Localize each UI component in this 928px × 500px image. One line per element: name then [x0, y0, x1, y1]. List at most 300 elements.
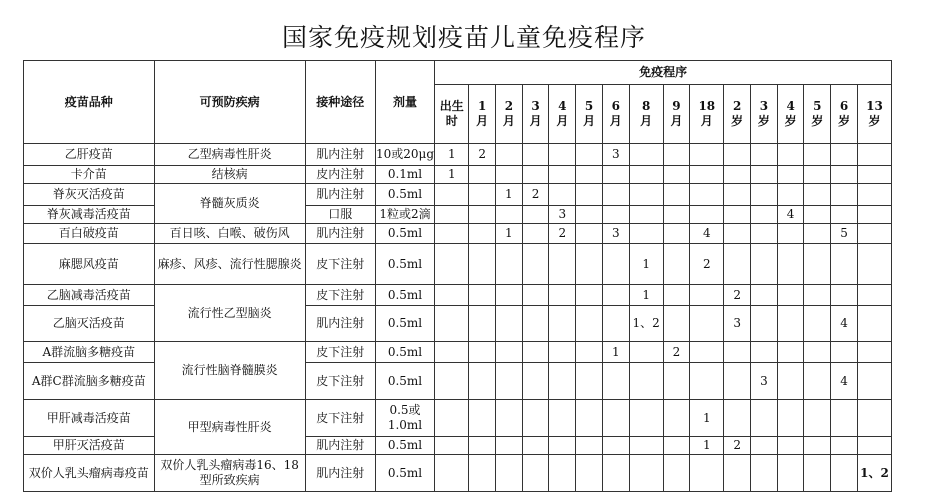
- dose-number-cell: [751, 342, 778, 363]
- dose-number-cell: [602, 166, 629, 184]
- dose-number-cell: [663, 285, 690, 306]
- dose-number-cell: 1: [435, 166, 469, 184]
- dose-number-cell: [751, 224, 778, 244]
- dose-number-cell: [777, 455, 804, 492]
- table-row: [24, 166, 892, 184]
- dose-number-cell: 1、2: [629, 306, 663, 342]
- disease-cell: 甲型病毒性肝炎: [154, 400, 305, 455]
- age-header-part: 5: [813, 99, 822, 113]
- dose-number-cell: [435, 342, 469, 363]
- age-header-part: 月: [529, 114, 542, 128]
- age-header-part: 时: [445, 114, 458, 128]
- dose-number-cell: [831, 184, 858, 206]
- dose-number-cell: [629, 166, 663, 184]
- dose-number-cell: [576, 437, 603, 455]
- vaccine-cell: 卡介苗: [24, 166, 155, 184]
- age-header: [777, 85, 804, 144]
- dose-cell: 0.5ml: [375, 285, 435, 306]
- dose-number-cell: [435, 363, 469, 400]
- table-row: [24, 224, 892, 244]
- dose-number-cell: [831, 144, 858, 166]
- dose-number-cell: [549, 437, 576, 455]
- disease-cell: 流行性脑脊髓膜炎: [154, 342, 305, 400]
- age-header-part: 月: [609, 114, 622, 128]
- age-header: [629, 85, 663, 144]
- table-row: [24, 206, 892, 224]
- table-row: [24, 144, 892, 166]
- vaccine-cell: A群流脑多糖疫苗: [24, 342, 155, 363]
- dose-number-cell: [663, 166, 690, 184]
- age-header-part: 4: [558, 99, 567, 113]
- age-header-part: 岁: [868, 114, 881, 128]
- table-row: [24, 285, 892, 306]
- dose-number-cell: [777, 166, 804, 184]
- age-header: [576, 85, 603, 144]
- dose-cell: 0.5ml: [375, 363, 435, 400]
- route-cell: 口服: [305, 206, 375, 224]
- dose-number-cell: [663, 244, 690, 285]
- dose-number-cell: [602, 285, 629, 306]
- route-cell: 肌内注射: [305, 455, 375, 492]
- dose-number-cell: [751, 400, 778, 437]
- age-header: [469, 85, 496, 144]
- dose-number-cell: [576, 184, 603, 206]
- dose-number-cell: 1: [496, 184, 523, 206]
- dose-number-cell: [576, 400, 603, 437]
- dose-number-cell: [522, 437, 549, 455]
- dose-number-cell: [629, 144, 663, 166]
- dose-number-cell: [496, 455, 523, 492]
- dose-number-cell: [549, 455, 576, 492]
- disease-cell: 结核病: [154, 166, 305, 184]
- dose-number-cell: [549, 244, 576, 285]
- vaccine-cell: 麻腮风疫苗: [24, 244, 155, 285]
- dose-number-cell: [831, 455, 858, 492]
- dose-number-cell: [435, 285, 469, 306]
- age-header: [549, 85, 576, 144]
- dose-number-cell: [663, 184, 690, 206]
- dose-number-cell: [663, 206, 690, 224]
- dose-number-cell: [576, 144, 603, 166]
- dose-number-cell: [576, 363, 603, 400]
- dose-number-cell: [777, 400, 804, 437]
- dose-cell: 0.5ml: [375, 244, 435, 285]
- age-header-part: 月: [476, 114, 489, 128]
- dose-number-cell: [804, 342, 831, 363]
- header-vaccine: 疫苗品种: [24, 61, 155, 144]
- route-cell: 皮下注射: [305, 363, 375, 400]
- age-header: [690, 85, 724, 144]
- dose-number-cell: [522, 363, 549, 400]
- dose-number-cell: 2: [549, 224, 576, 244]
- dose-number-cell: [629, 363, 663, 400]
- dose-number-cell: [663, 455, 690, 492]
- dose-number-cell: 4: [831, 306, 858, 342]
- dose-number-cell: [602, 437, 629, 455]
- dose-number-cell: [549, 144, 576, 166]
- dose-number-cell: [724, 342, 751, 363]
- dose-number-cell: [831, 206, 858, 224]
- dose-number-cell: [663, 363, 690, 400]
- vaccine-cell: 乙脑减毒活疫苗: [24, 285, 155, 306]
- dose-number-cell: [857, 285, 891, 306]
- dose-number-cell: [469, 184, 496, 206]
- dose-number-cell: [522, 400, 549, 437]
- dose-number-cell: 2: [663, 342, 690, 363]
- dose-number-cell: [469, 363, 496, 400]
- vaccine-cell: 甲肝灭活疫苗: [24, 437, 155, 455]
- age-header: [496, 85, 523, 144]
- table-row: [24, 244, 892, 285]
- dose-number-cell: [724, 206, 751, 224]
- dose-number-cell: 2: [724, 285, 751, 306]
- age-header-part: 岁: [838, 114, 851, 128]
- dose-number-cell: 5: [831, 224, 858, 244]
- dose-number-cell: [804, 455, 831, 492]
- dose-number-cell: 3: [602, 144, 629, 166]
- table-row: [24, 363, 892, 400]
- dose-number-cell: [724, 400, 751, 437]
- age-header-part: 5: [584, 99, 594, 113]
- dose-number-cell: [777, 363, 804, 400]
- dose-number-cell: [629, 184, 663, 206]
- dose-number-cell: [777, 342, 804, 363]
- vaccine-cell: 脊灰灭活疫苗: [24, 184, 155, 206]
- dose-cell: 0.1ml: [375, 166, 435, 184]
- dose-number-cell: [549, 166, 576, 184]
- dose-number-cell: [496, 342, 523, 363]
- dose-number-cell: [831, 285, 858, 306]
- age-header-part: 9: [672, 99, 681, 113]
- dose-number-cell: [663, 144, 690, 166]
- dose-number-cell: [602, 400, 629, 437]
- dose-number-cell: [777, 285, 804, 306]
- age-header-part: 月: [502, 114, 515, 128]
- dose-number-cell: [857, 306, 891, 342]
- dose-number-cell: [469, 166, 496, 184]
- dose-cell: 0.5ml: [375, 306, 435, 342]
- dose-number-cell: [469, 400, 496, 437]
- age-header: [522, 85, 549, 144]
- dose-number-cell: [724, 224, 751, 244]
- dose-number-cell: 1: [496, 224, 523, 244]
- age-header-part: 月: [583, 114, 596, 128]
- age-header-part: 18: [698, 99, 716, 113]
- table-row: [24, 400, 892, 437]
- dose-number-cell: [857, 206, 891, 224]
- dose-cell: 0.5ml: [375, 224, 435, 244]
- dose-number-cell: [857, 363, 891, 400]
- dose-number-cell: [804, 285, 831, 306]
- dose-number-cell: [777, 224, 804, 244]
- dose-number-cell: [777, 144, 804, 166]
- dose-number-cell: [777, 306, 804, 342]
- dose-number-cell: [690, 363, 724, 400]
- age-header: [831, 85, 858, 144]
- dose-number-cell: [857, 400, 891, 437]
- dose-number-cell: [435, 244, 469, 285]
- dose-number-cell: [751, 455, 778, 492]
- age-header-part: 8: [641, 99, 651, 113]
- age-header-part: 1: [477, 99, 487, 113]
- dose-number-cell: [724, 184, 751, 206]
- dose-number-cell: [804, 224, 831, 244]
- dose-cell: 0.5ml: [375, 184, 435, 206]
- dose-number-cell: 3: [549, 206, 576, 224]
- age-header-part: 3: [759, 99, 769, 113]
- dose-number-cell: [831, 166, 858, 184]
- dose-number-cell: [724, 363, 751, 400]
- vaccine-cell: 脊灰减毒活疫苗: [24, 206, 155, 224]
- dose-number-cell: [751, 206, 778, 224]
- dose-number-cell: [522, 285, 549, 306]
- dose-number-cell: [522, 306, 549, 342]
- disease-cell: 乙型病毒性肝炎: [154, 144, 305, 166]
- dose-number-cell: [549, 400, 576, 437]
- dose-number-cell: 1: [602, 342, 629, 363]
- dose-number-cell: [602, 244, 629, 285]
- dose-number-cell: [469, 224, 496, 244]
- dose-cell: 1粒或2滴: [375, 206, 435, 224]
- dose-number-cell: [690, 206, 724, 224]
- dose-number-cell: 2: [469, 144, 496, 166]
- disease-cell: 脊髓灰质炎: [154, 184, 305, 224]
- dose-number-cell: 1: [690, 400, 724, 437]
- dose-number-cell: 2: [522, 184, 549, 206]
- dose-cell: 0.5ml: [375, 342, 435, 363]
- vaccine-cell: 双价人乳头瘤病毒疫苗: [24, 455, 155, 492]
- dose-number-cell: 1: [629, 285, 663, 306]
- age-header-part: 岁: [784, 114, 797, 128]
- dose-number-cell: [576, 166, 603, 184]
- route-cell: 肌内注射: [305, 437, 375, 455]
- dose-number-cell: [435, 437, 469, 455]
- dose-number-cell: [831, 342, 858, 363]
- dose-number-cell: [576, 206, 603, 224]
- dose-number-cell: [522, 244, 549, 285]
- age-header-part: 岁: [731, 114, 744, 128]
- dose-number-cell: [435, 455, 469, 492]
- dose-number-cell: [804, 166, 831, 184]
- header-schedule: 免疫程序: [435, 61, 892, 85]
- dose-number-cell: 2: [724, 437, 751, 455]
- age-header-part: 月: [556, 114, 569, 128]
- age-header: [602, 85, 629, 144]
- age-header-part: 月: [700, 114, 713, 128]
- dose-number-cell: 4: [777, 206, 804, 224]
- age-header-part: 出生: [439, 99, 464, 113]
- route-cell: 皮下注射: [305, 400, 375, 437]
- route-cell: 皮内注射: [305, 166, 375, 184]
- dose-number-cell: [857, 224, 891, 244]
- dose-number-cell: [435, 206, 469, 224]
- route-cell: 肌内注射: [305, 306, 375, 342]
- dose-number-cell: [469, 437, 496, 455]
- dose-number-cell: [576, 285, 603, 306]
- age-header-part: 岁: [811, 114, 824, 128]
- dose-number-cell: [724, 244, 751, 285]
- dose-number-cell: 3: [602, 224, 629, 244]
- dose-number-cell: [857, 342, 891, 363]
- dose-number-cell: [751, 306, 778, 342]
- dose-number-cell: [629, 400, 663, 437]
- dose-number-cell: [804, 400, 831, 437]
- disease-cell: 百日咳、白喉、破伤风: [154, 224, 305, 244]
- dose-number-cell: [751, 285, 778, 306]
- dose-number-cell: [831, 437, 858, 455]
- dose-number-cell: [777, 184, 804, 206]
- dose-number-cell: [857, 437, 891, 455]
- dose-number-cell: [663, 306, 690, 342]
- table-row: [24, 342, 892, 363]
- table-row: [24, 437, 892, 455]
- dose-number-cell: [435, 224, 469, 244]
- dose-number-cell: [469, 455, 496, 492]
- dose-number-cell: [663, 224, 690, 244]
- age-header-part: 6: [839, 99, 849, 113]
- dose-number-cell: [804, 244, 831, 285]
- dose-number-cell: [522, 206, 549, 224]
- dose-number-cell: 4: [831, 363, 858, 400]
- age-header-part: 月: [670, 114, 683, 128]
- dose-number-cell: [804, 184, 831, 206]
- dose-number-cell: [602, 184, 629, 206]
- disease-cell: 流行性乙型脑炎: [154, 285, 305, 342]
- dose-number-cell: [857, 166, 891, 184]
- dose-number-cell: 1: [690, 437, 724, 455]
- dose-number-cell: [549, 285, 576, 306]
- dose-number-cell: [602, 455, 629, 492]
- dose-number-cell: [435, 306, 469, 342]
- dose-number-cell: [576, 224, 603, 244]
- header-dose: 剂量: [375, 61, 435, 144]
- dose-number-cell: [751, 166, 778, 184]
- route-cell: 肌内注射: [305, 224, 375, 244]
- age-header: [751, 85, 778, 144]
- header-route: 接种途径: [305, 61, 375, 144]
- dose-number-cell: [724, 455, 751, 492]
- dose-number-cell: [496, 400, 523, 437]
- dose-number-cell: [663, 400, 690, 437]
- dose-number-cell: [857, 184, 891, 206]
- table-row: [24, 455, 892, 492]
- dose-number-cell: [751, 244, 778, 285]
- dose-cell: 0.5或1.0ml: [375, 400, 435, 437]
- dose-number-cell: [522, 166, 549, 184]
- route-cell: 皮下注射: [305, 244, 375, 285]
- dose-number-cell: [831, 400, 858, 437]
- route-cell: 皮下注射: [305, 342, 375, 363]
- age-header-part: 2: [732, 99, 742, 113]
- dose-number-cell: [690, 342, 724, 363]
- dose-number-cell: [857, 144, 891, 166]
- vaccine-cell: A群C群流脑多糖疫苗: [24, 363, 155, 400]
- dose-number-cell: [804, 144, 831, 166]
- schedule-body: [24, 144, 892, 492]
- dose-number-cell: [690, 285, 724, 306]
- dose-cell: 0.5ml: [375, 455, 435, 492]
- age-header: [724, 85, 751, 144]
- dose-number-cell: 1、2: [857, 455, 891, 492]
- dose-number-cell: [496, 437, 523, 455]
- dose-number-cell: [576, 306, 603, 342]
- dose-number-cell: [602, 363, 629, 400]
- dose-number-cell: [549, 184, 576, 206]
- dose-number-cell: [690, 455, 724, 492]
- dose-number-cell: [629, 342, 663, 363]
- dose-number-cell: [469, 342, 496, 363]
- dose-number-cell: [549, 342, 576, 363]
- age-header: [663, 85, 690, 144]
- vaccine-cell: 甲肝减毒活疫苗: [24, 400, 155, 437]
- age-header-part: 岁: [757, 114, 770, 128]
- dose-number-cell: [435, 184, 469, 206]
- dose-number-cell: [496, 306, 523, 342]
- dose-number-cell: 1: [435, 144, 469, 166]
- age-header-part: 3: [531, 99, 540, 113]
- dose-number-cell: [469, 206, 496, 224]
- dose-number-cell: [663, 437, 690, 455]
- dose-number-cell: [496, 144, 523, 166]
- dose-number-cell: [522, 144, 549, 166]
- dose-cell: 10或20μg: [375, 144, 435, 166]
- dose-number-cell: [435, 400, 469, 437]
- vaccine-cell: 乙肝疫苗: [24, 144, 155, 166]
- dose-number-cell: 3: [724, 306, 751, 342]
- dose-number-cell: [831, 244, 858, 285]
- age-header-part: 月: [640, 114, 653, 128]
- dose-number-cell: [496, 285, 523, 306]
- dose-cell: 0.5ml: [375, 437, 435, 455]
- dose-number-cell: [724, 144, 751, 166]
- dose-number-cell: [629, 455, 663, 492]
- disease-cell: 麻疹、风疹、流行性腮腺炎: [154, 244, 305, 285]
- dose-number-cell: [576, 342, 603, 363]
- route-cell: 肌内注射: [305, 184, 375, 206]
- dose-number-cell: [857, 244, 891, 285]
- table-row: [24, 184, 892, 206]
- dose-number-cell: [804, 363, 831, 400]
- dose-number-cell: [549, 363, 576, 400]
- dose-number-cell: [629, 437, 663, 455]
- dose-number-cell: [690, 166, 724, 184]
- dose-number-cell: [496, 244, 523, 285]
- dose-number-cell: [522, 342, 549, 363]
- age-header: [435, 85, 469, 144]
- dose-number-cell: [522, 455, 549, 492]
- dose-number-cell: [469, 306, 496, 342]
- dose-number-cell: [690, 184, 724, 206]
- disease-cell: 双价人乳头瘤病毒16、18型所致疾病: [154, 455, 305, 492]
- dose-number-cell: [629, 224, 663, 244]
- header-disease: 可预防疾病: [154, 61, 305, 144]
- age-header: [857, 85, 891, 144]
- age-header-part: 13: [866, 99, 883, 113]
- age-header-part: 6: [611, 99, 620, 113]
- dose-number-cell: 3: [751, 363, 778, 400]
- dose-number-cell: [804, 206, 831, 224]
- dose-number-cell: [690, 306, 724, 342]
- dose-number-cell: [496, 363, 523, 400]
- route-cell: 皮下注射: [305, 285, 375, 306]
- dose-number-cell: [751, 437, 778, 455]
- vaccine-cell: 百白破疫苗: [24, 224, 155, 244]
- route-cell: 肌内注射: [305, 144, 375, 166]
- dose-number-cell: [469, 244, 496, 285]
- dose-number-cell: [751, 184, 778, 206]
- age-header-part: 4: [786, 99, 795, 113]
- dose-number-cell: 2: [690, 244, 724, 285]
